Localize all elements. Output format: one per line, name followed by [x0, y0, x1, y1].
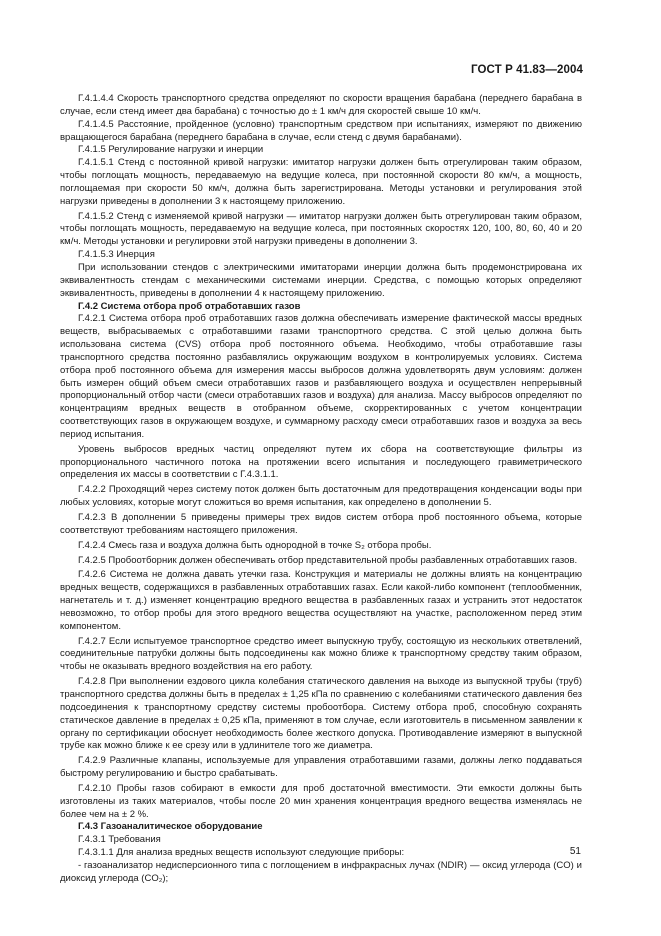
- paragraph-inertia: При использовании стендов с электрическими имитаторами инерции должна быть продемонстрирована их эквивалентность стендам с механическими системами инерции. Средства, с помощью которых определяют эквивалентность, приведены в дополнении 4 к настоящему приложению.: [60, 261, 582, 299]
- paragraph-g421: Г.4.2.1 Система отбора проб отработавших газов должна обеспечивать измерение фактической массы вредных веществ, выбрасываемых с отработавшими газами транспортного средства. С этой целью должна быть использована система (CVS) отбора проб постоянного объема. Необходимо, чтобы отработавшие газы транспортного средства постоянно разбавлялись окружающим воздухом в контролируемых условиях. Система отбора проб постоянного объема для измерения массы выбросов должна удовлетворять двум условиям: должен быть измерен общий объем смеси отработавших газов и разбавляющего воздуха и осуществлен непрерывный пропорциональный отбор части (смеси отработавших газов и воздуха) для анализа. Массу выбросов определяют по концентрациям вредных веществ в отобранном объеме, скорректированных с учетом концентрации соответствующих газов в окружающем воздухе, и суммарному расходу смеси отработавших газов и воздуха за весь период испытания.: [60, 313, 582, 440]
- document-body: [60, 93, 582, 886]
- paragraph-g429: Г.4.2.9 Различные клапаны, используемые для управления отработавшими газами, должны легко поддаваться быстрому регулированию и быстро срабатывать.: [60, 755, 582, 780]
- paragraph-g423: Г.4.2.3 В дополнении 5 приведены примеры трех видов систем отбора проб постоянного объема, которые соответствуют требованиям настоящего приложения.: [60, 512, 582, 536]
- page-number: 51: [569, 846, 581, 857]
- paragraph-g41152: Г.4.1.5.2 Стенд с изменяемой кривой нагрузки — имитатор нагрузки должен быть отрегулирован таким образом, чтобы поглощать мощность, передаваемую на ведущие колеса, при постоянных скоростях 120, 100, 80, 60, 40 и 20 км/ч. Методы установки и регулировки этой нагрузки приведены в дополнении 3.: [60, 210, 582, 248]
- list-item-ndir: - газоанализатор недисперсионного типа с поглощением в инфракрасных лучах (NDIR) — оксид углерода (CO) и диоксид углерода (CO₂);: [60, 859, 582, 884]
- section-heading-g41153: Г.4.1.5.3 Инерция: [78, 249, 155, 261]
- document-number: ГОСТ Р 41.83—2004: [471, 64, 583, 76]
- paragraph-g425: Г.4.2.5 Пробоотборник должен обеспечивать отбор представительной пробы разбавленных отработавших газов.: [78, 554, 578, 566]
- paragraph-g4210: Г.4.2.10 Пробы газов собирают в емкости для проб достаточной вместимости. Эти емкости должны быть изготовлены из таких материалов, чтобы после 20 мин хранения концентрация вредного вещества изменялась не более чем на ± 2 %.: [60, 782, 582, 820]
- section-heading-g431: Г.4.3.1 Требования: [78, 834, 161, 846]
- paragraph-g428: Г.4.2.8 При выполнении ездового цикла колебания статического давления на выходе из выпускной трубы (труб) транспортного средства должны быть в пределах ± 1,25 кПа по сравнению с колебаниями статического давления без подсоединения к транспортному средству системы пробоотбора. Систему отбора проб, способную сохранять статическое давление в пределах ± 0,25 кПа, применяют в том случае, если изготовитель в письменном заявлении к органу по сертификации обоснует необходимость более жесткого допуска. Противодавление измеряют в выпускной трубе как можно ближе к ее срезу или в удлинителе того же диаметра.: [60, 676, 582, 752]
- paragraph-particulates: Уровень выбросов вредных частиц определяют путем их сбора на соответствующие фильтры из пропорционального частичного потока на протяжении всего испытания и последующего гравиметрического определения их массы в соответствии с Г.4.3.1.1.: [60, 443, 582, 481]
- paragraph-g426: Г.4.2.6 Система не должна давать утечки газа. Конструкция и материалы не должны влиять на концентрацию вредных веществ, содержащихся в разбавленных отработавших газах. Если какой-либо компонент (теплообменник, нагнетатель и т. д.) изменяет концентрацию вредного вещества в разбавленных газах и устранить этот недостаток невозможно, то отбор пробы для этого вредного вещества осуществляют на участке, расположенном перед этим компонентом.: [60, 569, 582, 632]
- paragraph-g41145: Г.4.1.4.5 Расстояние, пройденное (условно) транспортным средством при испытаниях, измеряют по движению вращающегося барабана (переднего барабана в случае, если стенд с двумя барабанами).: [60, 118, 582, 143]
- paragraph-g424: Г.4.2.4 Смесь газа и воздуха должна быть однородной в точке S₂ отбора пробы.: [78, 539, 432, 551]
- paragraph-g427: Г.4.2.7 Если испытуемое транспортное средство имеет выпускную трубу, состоящую из нескольких ответвлений, соединительные патрубки должны быть подсоединены как можно ближе к транспортному средству таким образом, чтобы не оказывать вредного воздействия на его работу.: [60, 635, 582, 673]
- paragraph-g41144: Г.4.1.4.4 Скорость транспортного средства определяют по скорости вращения барабана (переднего барабана в случае, если стенд имеет два барабана) с точностью до ± 1 км/ч для скоростей свыше 10 км/ч.: [60, 93, 582, 117]
- section-heading-g43: Г.4.3 Газоаналитическое оборудование: [78, 821, 263, 833]
- paragraph-g422: Г.4.2.2 Проходящий через систему поток должен быть достаточным для предотвращения конденсации воды при любых условиях, которые могут сложиться во время испытания, как определено в дополнении 5.: [60, 484, 582, 509]
- paragraph-g4311: Г.4.3.1.1 Для анализа вредных веществ используют следующие приборы:: [78, 847, 405, 859]
- section-heading-g42: Г.4.2 Система отбора проб отработавших газов: [78, 300, 301, 312]
- paragraph-g41151: Г.4.1.5.1 Стенд с постоянной кривой нагрузки: имитатор нагрузки должен быть отрегулирован таким образом, чтобы поглощать мощность, передаваемую на ведущие колеса, при постоянной скорости 80 км/ч, а мощность, поглощаемая при скорости 50 км/ч, должна быть зарегистрирована. Методы установки и регулирования этой нагрузки приведены в дополнении 3 к настоящему приложению.: [60, 157, 582, 207]
- section-heading-g4115: Г.4.1.5 Регулирование нагрузки и инерции: [78, 144, 264, 156]
